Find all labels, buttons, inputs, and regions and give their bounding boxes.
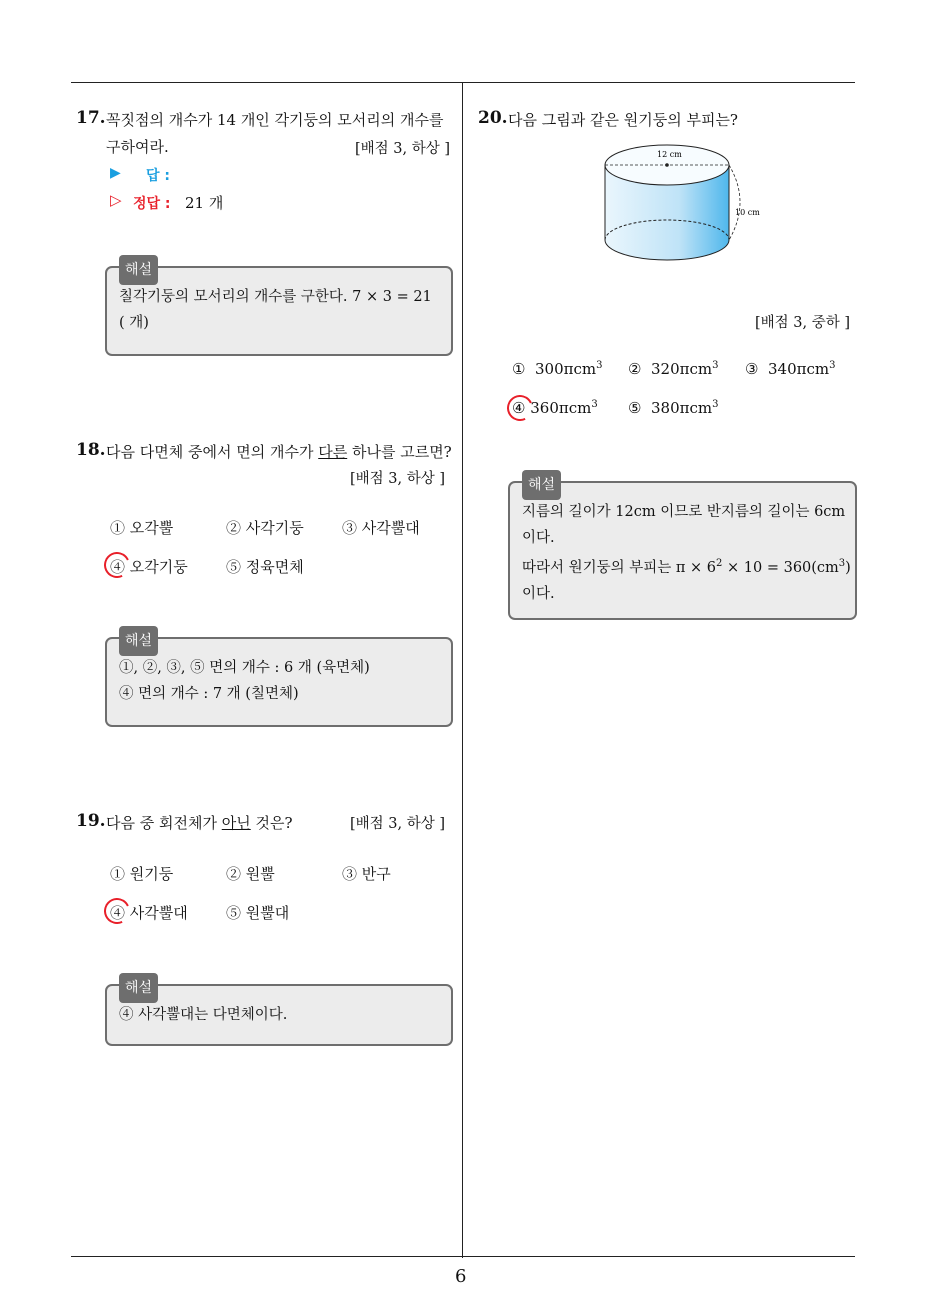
cylinder-figure [595, 135, 775, 295]
q18-text-post: 하나를 고르면? [347, 443, 452, 461]
choice-exp: 3 [712, 399, 719, 410]
q18-choice-1[interactable]: ① 오각뿔 [110, 519, 174, 537]
q20-solution-box [508, 477, 857, 620]
correct-mark-icon [503, 391, 536, 424]
q18-score: [배점 3, 하상 ] [350, 471, 446, 487]
q19-solution-box [105, 980, 453, 1046]
choice-exp: 3 [596, 360, 603, 371]
q18-text-underlined: 다른 [318, 443, 348, 461]
height-bracket [729, 165, 740, 240]
q20-choice-3[interactable] [745, 360, 836, 378]
solution-tag: 해설 [522, 470, 561, 500]
q19-choice-5[interactable]: ⑤ 원뿔대 [226, 904, 290, 922]
sol-line3-part-b: × 10 = 360(cm [722, 559, 839, 576]
q20-solution-line4: 이다. [522, 585, 555, 602]
q18-number: 18. [76, 440, 106, 460]
page-number: 6 [455, 1266, 467, 1287]
q18-choice-3[interactable]: ③ 사각뿔대 [342, 519, 420, 537]
q19-number: 19. [76, 811, 106, 831]
choice-num: ① [512, 360, 526, 378]
q19-text [106, 812, 293, 833]
figure-diameter-label: 12 cm [657, 150, 682, 159]
sol-line3-part-c: ) [845, 559, 851, 576]
q20-solution-line1: 지름의 길이가 12cm 이므로 반지름의 길이는 6cm [522, 504, 846, 520]
q17-correct-value: 21 개 [185, 194, 224, 212]
q19-text-pre: 다음 중 회전체가 [106, 814, 222, 832]
q18-text [106, 441, 452, 462]
q18-solution-line2: ④ 면의 개수 : 7 개 (칠면체) [119, 686, 299, 702]
q20-solution-line3 [522, 551, 851, 581]
q19-text-underlined: 아닌 [221, 814, 251, 832]
sol-line3-part-a: 따라서 원기둥의 부피는 π × 6 [522, 559, 717, 576]
q17-solution-box [105, 262, 453, 356]
choice-num: ③ [745, 360, 759, 378]
q19-choice-2[interactable]: ② 원뿔 [226, 865, 275, 883]
answer-arrow-icon: ▶ [110, 165, 121, 181]
choice-value: 360πcm [530, 399, 592, 417]
q18-text-pre: 다음 다면체 중에서 면의 개수가 [106, 443, 319, 461]
choice-value: 380πcm [651, 399, 713, 417]
choice-num: ② [628, 360, 642, 378]
q19-solution-line1: ④ 사각뿔대는 다면체이다. [119, 1007, 288, 1023]
solution-tag: 해설 [119, 255, 158, 285]
q17-number: 17. [76, 108, 106, 128]
choice-exp: 3 [591, 399, 598, 410]
q20-choice-5[interactable] [628, 399, 719, 417]
top-rule [71, 82, 855, 83]
q17-solution-line1: 칠각기둥의 모서리의 개수를 구한다. 7 × 3 = 21 [119, 289, 432, 305]
q18-choice-2[interactable]: ② 사각기둥 [226, 519, 304, 537]
choice-exp: 3 [829, 360, 836, 371]
sol-line3-sup1: 2 [716, 558, 723, 569]
choice-exp: 3 [712, 360, 719, 371]
solution-tag: 해설 [119, 973, 158, 1003]
choice-num: ⑤ [628, 399, 642, 417]
solution-tag: 해설 [119, 626, 158, 656]
q20-solution-line2: 이다. [522, 530, 555, 546]
q20-choice-1[interactable] [512, 360, 603, 378]
q18-solution-box [105, 633, 453, 727]
center-dot [665, 163, 669, 167]
q20-text: 다음 그림과 같은 원기둥의 부피는? [508, 111, 738, 129]
q18-choice-4[interactable]: ④ 오각기둥 [110, 558, 188, 576]
q17-text-line2: 구하여라. [106, 138, 169, 156]
q19-choice-3[interactable]: ③ 반구 [342, 865, 391, 883]
q20-number: 20. [478, 108, 508, 128]
q19-score: [배점 3, 하상 ] [350, 816, 446, 832]
choice-value: 340πcm [768, 360, 830, 378]
correct-arrow-icon: ▷ [110, 191, 122, 209]
q18-choice-5[interactable]: ⑤ 정육면체 [226, 558, 304, 576]
choice-num: ④ [512, 399, 526, 417]
column-divider [462, 83, 463, 1258]
bottom-rule [71, 1256, 855, 1257]
q19-text-post: 것은? [250, 814, 293, 832]
sol-line3-sup2: 3 [838, 558, 846, 569]
q17-solution-line2: ( 개) [119, 315, 149, 331]
q17-score: [배점 3, 하상 ] [355, 141, 451, 157]
q19-choice-1[interactable]: ① 원기둥 [110, 865, 174, 883]
q17-text-line1: 꼭짓점의 개수가 14 개인 각기둥의 모서리의 개수를 [106, 111, 444, 129]
q20-score: [배점 3, 중하 ] [755, 315, 851, 331]
q20-choice-2[interactable] [628, 360, 719, 378]
choice-value: 320πcm [651, 360, 713, 378]
q17-correct-label: 정답 : [133, 196, 171, 212]
q18-solution-line1: ①, ②, ③, ⑤ 면의 개수 : 6 개 (육면체) [119, 660, 370, 676]
figure-height-label: 10 cm [735, 208, 760, 217]
q17-answer-label: 답 : [146, 168, 170, 184]
choice-value: 300πcm [535, 360, 597, 378]
q19-choice-4[interactable]: ④ 사각뿔대 [110, 904, 188, 922]
